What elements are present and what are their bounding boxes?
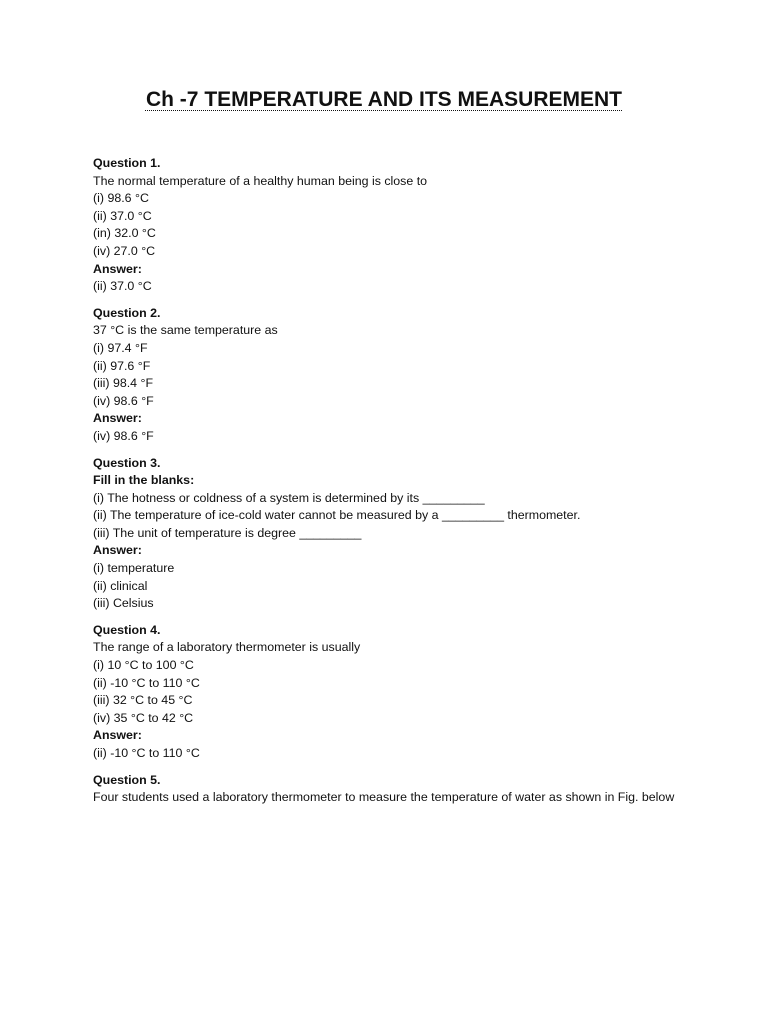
option: (i) 10 °C to 100 °C	[93, 658, 194, 673]
blank-item: (iii) The unit of temperature is degree _________	[93, 525, 362, 540]
option: (iii) 98.4 °F	[93, 376, 154, 391]
question-heading: Question 1.	[93, 156, 161, 170]
question-list	[93, 155, 693, 816]
answer-text: (iii) Celsius	[93, 596, 154, 611]
question-text: The range of a laboratory thermometer is usually	[93, 640, 361, 655]
answer-label: Answer:	[93, 543, 142, 558]
option: (ii) -10 °C to 110 °C	[93, 675, 200, 690]
option: (i) 98.6 °C	[93, 191, 149, 206]
question-text: Four students used a laboratory thermometer to measure the temperature of water as shown in Fig. below	[93, 790, 675, 805]
page-title	[0, 88, 768, 112]
blank-item: (ii) The temperature of ice-cold water cannot be measured by a _________ thermometer.	[93, 508, 581, 523]
question-text: 37 °C is the same temperature as	[93, 323, 278, 338]
answer-label: Answer:	[93, 261, 142, 276]
option: (i) 97.4 °F	[93, 340, 148, 355]
answer-text: (ii) 37.0 °C	[93, 279, 152, 294]
answer-label: Answer:	[93, 411, 142, 426]
option: (in) 32.0 °C	[93, 226, 156, 241]
question-2	[93, 305, 693, 446]
question-4	[93, 622, 693, 763]
question-heading: Question 4.	[93, 622, 161, 637]
answer-text: (ii) -10 °C to 110 °C	[93, 746, 200, 760]
question-1	[93, 155, 693, 296]
answer-text: (iv) 98.6 °F	[93, 428, 154, 443]
option: (iv) 35 °C to 42 °C	[93, 710, 194, 725]
question-subheading: Fill in the blanks:	[93, 473, 195, 488]
blank-item: (i) The hotness or coldness of a system is determined by its _________	[93, 490, 485, 505]
option: (iii) 32 °C to 45 °C	[93, 693, 193, 708]
page-title-text: Ch -7 TEMPERATURE AND ITS MEASUREMENT	[145, 88, 622, 111]
question-heading: Question 3.	[93, 455, 161, 470]
question-3	[93, 455, 693, 613]
answer-text: (ii) clinical	[93, 578, 148, 593]
question-heading: Question 5.	[93, 772, 161, 787]
question-5	[93, 772, 693, 807]
question-heading: Question 2.	[93, 305, 161, 320]
answer-label: Answer:	[93, 728, 142, 743]
option: (iv) 27.0 °C	[93, 243, 156, 258]
question-text: The normal temperature of a healthy human being is close to	[93, 173, 428, 188]
option: (ii) 37.0 °C	[93, 208, 152, 223]
option: (ii) 97.6 °F	[93, 358, 151, 373]
answer-text: (i) temperature	[93, 561, 175, 576]
option: (iv) 98.6 °F	[93, 393, 154, 408]
